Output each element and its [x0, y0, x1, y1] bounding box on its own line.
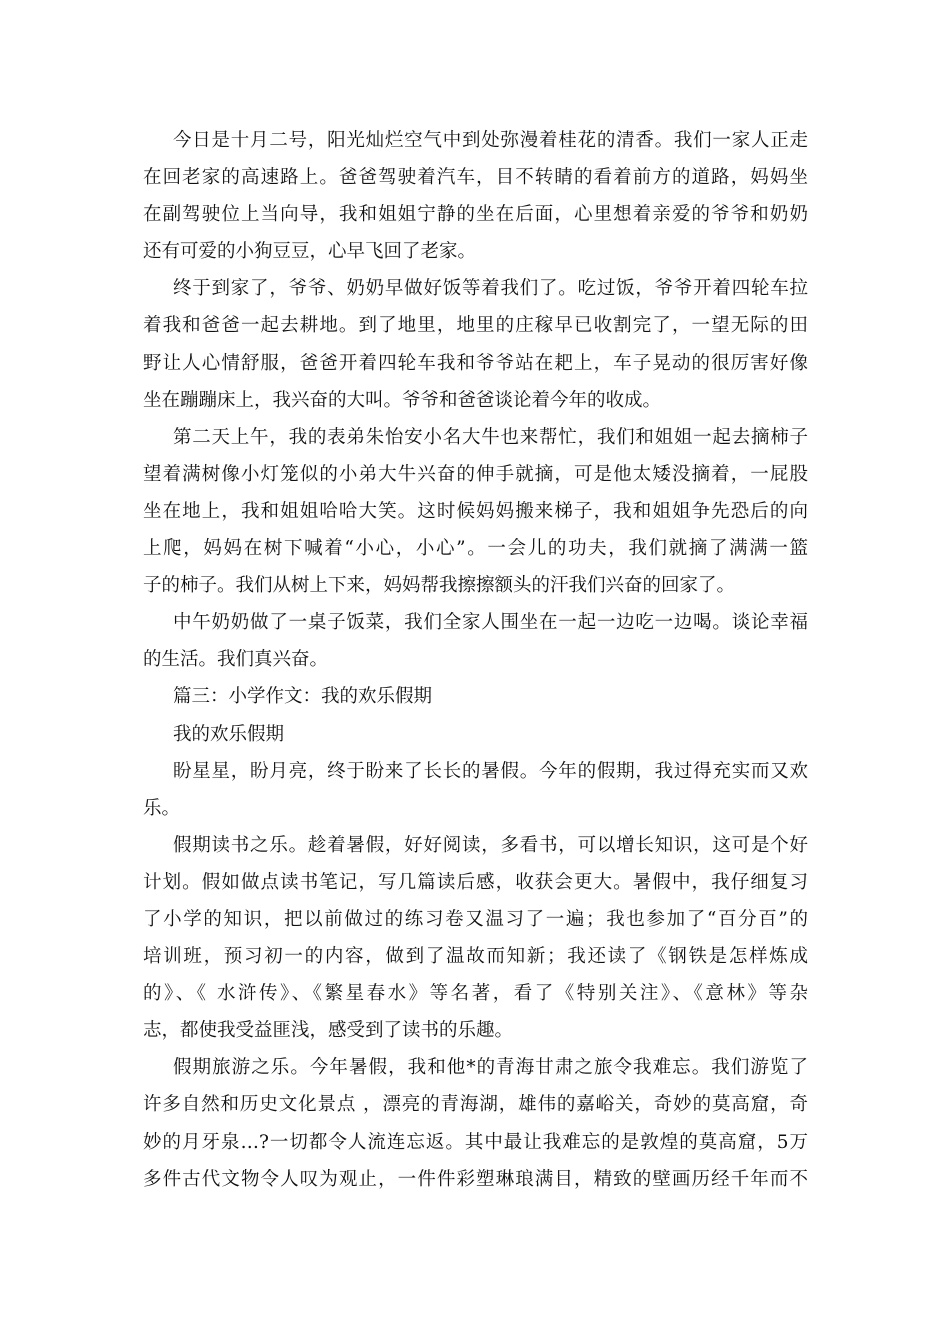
- text-line: 假期旅游之乐。今年暑假，我和他*的青海甘肃之旅令我难忘。我们游览了: [173, 1057, 808, 1079]
- text-line: 上爬，妈妈在树下喊着“小心，小心”。一会儿的功夫，我们就摘了满满一篮: [143, 538, 808, 560]
- text-line: 了小学的知识，把以前做过的练习卷又温习了一遍；我也参加了“百分百”的: [143, 908, 808, 930]
- text-line: 在回老家的高速路上。爸爸驾驶着汽车，目不转睛的看着前方的道路，妈妈坐: [143, 167, 808, 189]
- text-line: 野让人心情舒服，爸爸开着四轮车我和爷爷站在耙上，车子晃动的很厉害好像: [143, 352, 808, 374]
- text-line: 多件古代文物令人叹为观止，一件件彩塑琳琅满目，精致的壁画历经千年而不: [143, 1168, 808, 1190]
- text-line: 中午奶奶做了一桌子饭菜，我们全家人围坐在一起一边吃一边喝。谈论幸福: [173, 612, 808, 634]
- text-line: 望着满树像小灯笼似的小弟大牛兴奋的伸手就摘，可是他太矮没摘着，一屁股: [143, 463, 808, 485]
- text-line: 终于到家了，爷爷、奶奶早做好饭等着我们了。吃过饭，爷爷开着四轮车拉: [173, 278, 808, 300]
- text-line: 假期读书之乐。趁着暑假，好好阅读，多看书，可以增长知识，这可是个好: [173, 834, 808, 856]
- text-line: 还有可爱的小狗豆豆，心早飞回了老家。: [143, 241, 477, 263]
- text-line: 妙的月牙泉…?一切都令人流连忘返。其中最让我难忘的是敦煌的莫高窟，5万: [143, 1131, 808, 1153]
- text-line: 培训班，预习初一的内容，做到了温故而知新；我还读了《钢铁是怎样炼成: [143, 946, 808, 968]
- text-line: 篇三：小学作文：我的欢乐假期: [173, 686, 433, 708]
- text-line: 坐在蹦蹦床上，我兴奋的大叫。爷爷和爸爸谈论着今年的收成。: [143, 389, 662, 411]
- text-line: 在副驾驶位上当向导，我和姐姐宁静的坐在后面，心里想着亲爱的爷爷和奶奶: [143, 204, 808, 226]
- text-line: 着我和爸爸一起去耕地。到了地里，地里的庄稼早已收割完了，一望无际的田: [143, 315, 808, 337]
- text-line: 盼星星，盼月亮，终于盼来了长长的暑假。今年的假期，我过得充实而又欢: [173, 760, 808, 782]
- text-line: 今日是十月二号，阳光灿烂空气中到处弥漫着桂花的清香。我们一家人正走: [173, 130, 808, 151]
- text-line: 的生活。我们真兴奋。: [143, 649, 329, 671]
- text-line: 志，都使我受益匪浅，感受到了读书的乐趣。: [143, 1020, 514, 1042]
- text-line: 我的欢乐假期: [173, 723, 285, 745]
- text-line: 乐。: [143, 797, 181, 819]
- text-line: 子的柿子。我们从树上下来，妈妈帮我擦擦额头的汗我们兴奋的回家了。: [143, 575, 736, 597]
- text-line: 的》、《 水浒传》、《繁星春水》等名著，看了《特别关注》、《意林》等杂: [143, 983, 808, 1005]
- essay-text: [143, 122, 808, 1198]
- text-line: 坐在地上，我和姐姐哈哈大笑。这时候妈妈搬来梯子，我和姐姐争先恐后的向: [143, 500, 808, 522]
- text-line: 第二天上午，我的表弟朱怡安小名大牛也来帮忙，我们和姐姐一起去摘柿子: [173, 426, 808, 448]
- text-line: 许多自然和历史文化景点 ，漂亮的青海湖，雄伟的嘉峪关，奇妙的莫高窟，奇: [143, 1094, 808, 1116]
- text-line: 计划。假如做点读书笔记，写几篇读后感，收获会更大。暑假中，我仔细复习: [143, 871, 808, 893]
